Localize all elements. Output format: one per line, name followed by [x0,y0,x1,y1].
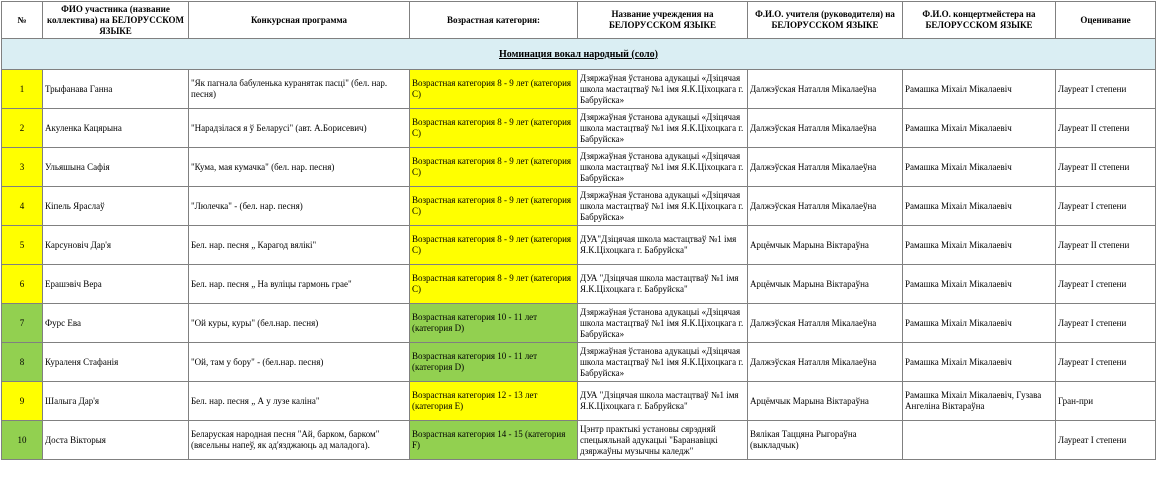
participant-name-cell: Акуленка Кацярына [43,109,189,148]
teacher-cell: Арцёмчык Марына Віктараўна [748,265,903,304]
table-row [2,187,1156,226]
table-body [2,39,1156,460]
accompanist-cell: Рамашка Міхаіл Мікалаевіч [903,109,1056,148]
teacher-cell: Далжэўская Наталля Мікалаеўна [748,148,903,187]
accompanist-cell: Рамашка Міхаіл Мікалаевіч [903,70,1056,109]
participant-name-cell: Ерашэвіч Вера [43,265,189,304]
row-number-cell: 8 [2,343,43,382]
participant-name-cell: Фурс Ева [43,304,189,343]
row-number-cell: 6 [2,265,43,304]
teacher-cell: Далжэўская Наталля Мікалаеўна [748,343,903,382]
col-header-institution: Название учреждения на БЕЛОРУССКОМ ЯЗЫКЕ [578,2,748,39]
accompanist-cell: Рамашка Міхаіл Мікалаевіч, Гузава Ангеліна Віктараўна [903,382,1056,421]
age-category-cell: Возрастная категория 8 - 9 лет (категория С) [410,265,578,304]
teacher-cell: Далжэўская Наталля Мікалаеўна [748,70,903,109]
result-cell: Лауреат I степени [1056,421,1156,460]
table-row [2,226,1156,265]
program-cell: "Люлечка" - (бел. нар. песня) [189,187,410,226]
result-cell: Лауреат I степени [1056,265,1156,304]
program-cell: "Нарадзілася я ў Беларусі" (авт. А.Борисевич) [189,109,410,148]
institution-cell: ДУА "Дзіцячая школа мастацтваў №1 імя Я.К.Ціхоцкага г. Бабруйска" [578,265,748,304]
table-row [2,148,1156,187]
participant-name-cell: Трыфанава Ганна [43,70,189,109]
teacher-cell: Далжэўская Наталля Мікалаеўна [748,304,903,343]
accompanist-cell [903,421,1056,460]
program-cell: "Ой куры, куры" (бел.нар. песня) [189,304,410,343]
col-header-number: № [2,2,43,39]
age-category-cell: Возрастная категория 10 - 11 лет (категория D) [410,304,578,343]
table-row [2,421,1156,460]
row-number-cell: 2 [2,109,43,148]
result-cell: Лауреат II степени [1056,148,1156,187]
age-category-cell: Возрастная категория 8 - 9 лет (категория С) [410,109,578,148]
accompanist-cell: Рамашка Міхаіл Мікалаевіч [903,265,1056,304]
teacher-cell: Вялікая Таццяна Рыгораўна (выкладчык) [748,421,903,460]
age-category-cell: Возрастная категория 8 - 9 лет (категория С) [410,70,578,109]
table-row [2,343,1156,382]
col-header-result: Оценивание [1056,2,1156,39]
age-category-cell: Возрастная категория 14 - 15 (категория F) [410,421,578,460]
institution-cell: ДУА"Дзіцячая школа мастацтваў №1 імя Я.К.Ціхоцкага г. Бабруйска" [578,226,748,265]
participant-name-cell: Кіпель Яраслаў [43,187,189,226]
accompanist-cell: Рамашка Міхаіл Мікалаевіч [903,226,1056,265]
program-cell: "Як пагнала бабуленька куранятак пасці" (бел. нар. песня) [189,70,410,109]
program-cell: "Ой, там у бору" - (бел.нар. песня) [189,343,410,382]
institution-cell: Дзяржаўная ўстанова адукацыі «Дзіцячая школа мастацтваў №1 імя Я.К.Ціхоцкага г. Бабруйска» [578,70,748,109]
col-header-teacher: Ф.И.О. учителя (руководителя) на БЕЛОРУССКОМ ЯЗЫКЕ [748,2,903,39]
col-header-age-category: Возрастная категория: [410,2,578,39]
row-number-cell: 4 [2,187,43,226]
institution-cell: Дзяржаўная ўстанова адукацыі «Дзіцячая школа мастацтваў №1 імя Я.К.Ціхоцкага г. Бабруйска» [578,343,748,382]
program-cell: Беларуская народная песня "Ай, барком, барком" (вясельны напеў, як ад'язджаюць ад маладога). [189,421,410,460]
result-cell: Лауреат II степени [1056,109,1156,148]
institution-cell: Дзяржаўная ўстанова адукацыі «Дзіцячая школа мастацтваў №1 імя Я.К.Ціхоцкага г. Бабруйска» [578,148,748,187]
nomination-row [2,39,1156,70]
participant-name-cell: Ульяшына Сафія [43,148,189,187]
teacher-cell: Далжэўская Наталля Мікалаеўна [748,109,903,148]
program-cell: Бел. нар. песня „ А у лузе каліна" [189,382,410,421]
col-header-participant: ФИО участника (название коллектива) на БЕЛОРУССКОМ ЯЗЫКЕ [43,2,189,39]
institution-cell: Дзяржаўная ўстанова адукацыі «Дзіцячая школа мастацтваў №1 імя Я.К.Ціхоцкага г. Бабруйска» [578,109,748,148]
results-table [1,1,1156,460]
row-number-cell: 7 [2,304,43,343]
row-number-cell: 1 [2,70,43,109]
header-row [2,2,1156,39]
accompanist-cell: Рамашка Міхаіл Мікалаевіч [903,343,1056,382]
participant-name-cell: Шалыга Дар'я [43,382,189,421]
row-number-cell: 5 [2,226,43,265]
participant-name-cell: Доста Вікторыя [43,421,189,460]
result-cell: Лауреат I степени [1056,304,1156,343]
table-row [2,304,1156,343]
program-cell: Бел. нар. песня „ Карагод вялікі" [189,226,410,265]
institution-cell: Дзяржаўная ўстанова адукацыі «Дзіцячая школа мастацтваў №1 імя Я.К.Ціхоцкага г. Бабруйска» [578,187,748,226]
teacher-cell: Далжэўская Наталля Мікалаеўна [748,187,903,226]
table-row [2,265,1156,304]
table-row [2,382,1156,421]
teacher-cell: Арцёмчык Марына Віктараўна [748,382,903,421]
institution-cell: ДУА "Дзіцячая школа мастацтваў №1 імя Я.К.Ціхоцкага г. Бабруйска" [578,382,748,421]
accompanist-cell: Рамашка Міхаіл Мікалаевіч [903,304,1056,343]
institution-cell: Цэнтр практыкі установы сярэдняй спецыяльнай адукацыі "Баранавіцкі дзяржаўны музычны каледж" [578,421,748,460]
participant-name-cell: Карсуновіч Дар'я [43,226,189,265]
program-cell: "Кума, мая кумачка" (бел. нар. песня) [189,148,410,187]
result-cell: Лауреат I степени [1056,70,1156,109]
table-row [2,109,1156,148]
row-number-cell: 3 [2,148,43,187]
result-cell: Лауреат I степени [1056,343,1156,382]
age-category-cell: Возрастная категория 8 - 9 лет (категория С) [410,226,578,265]
participant-name-cell: Кураленя Стафанія [43,343,189,382]
result-cell: Лауреат I степени [1056,187,1156,226]
row-number-cell: 9 [2,382,43,421]
result-cell: Гран-при [1056,382,1156,421]
teacher-cell: Арцёмчык Марына Віктараўна [748,226,903,265]
accompanist-cell: Рамашка Міхаіл Мікалаевіч [903,187,1056,226]
age-category-cell: Возрастная категория 8 - 9 лет (категория С) [410,187,578,226]
age-category-cell: Возрастная категория 12 - 13 лет (категория Е) [410,382,578,421]
program-cell: Бел. нар. песня „ На вуліцы гармонь грае" [189,265,410,304]
accompanist-cell: Рамашка Міхаіл Мікалаевіч [903,148,1056,187]
age-category-cell: Возрастная категория 10 - 11 лет (категория D) [410,343,578,382]
age-category-cell: Возрастная категория 8 - 9 лет (категория С) [410,148,578,187]
col-header-program: Конкурсная программа [189,2,410,39]
institution-cell: Дзяржаўная ўстанова адукацыі «Дзіцячая школа мастацтваў №1 імя Я.К.Ціхоцкага г. Бабруйска» [578,304,748,343]
nomination-title: Номинация вокал народный (соло) [2,39,1156,70]
result-cell: Лауреат II степени [1056,226,1156,265]
col-header-accompanist: Ф.И.О. концертмейстера на БЕЛОРУССКОМ ЯЗЫКЕ [903,2,1056,39]
table-row [2,70,1156,109]
row-number-cell: 10 [2,421,43,460]
